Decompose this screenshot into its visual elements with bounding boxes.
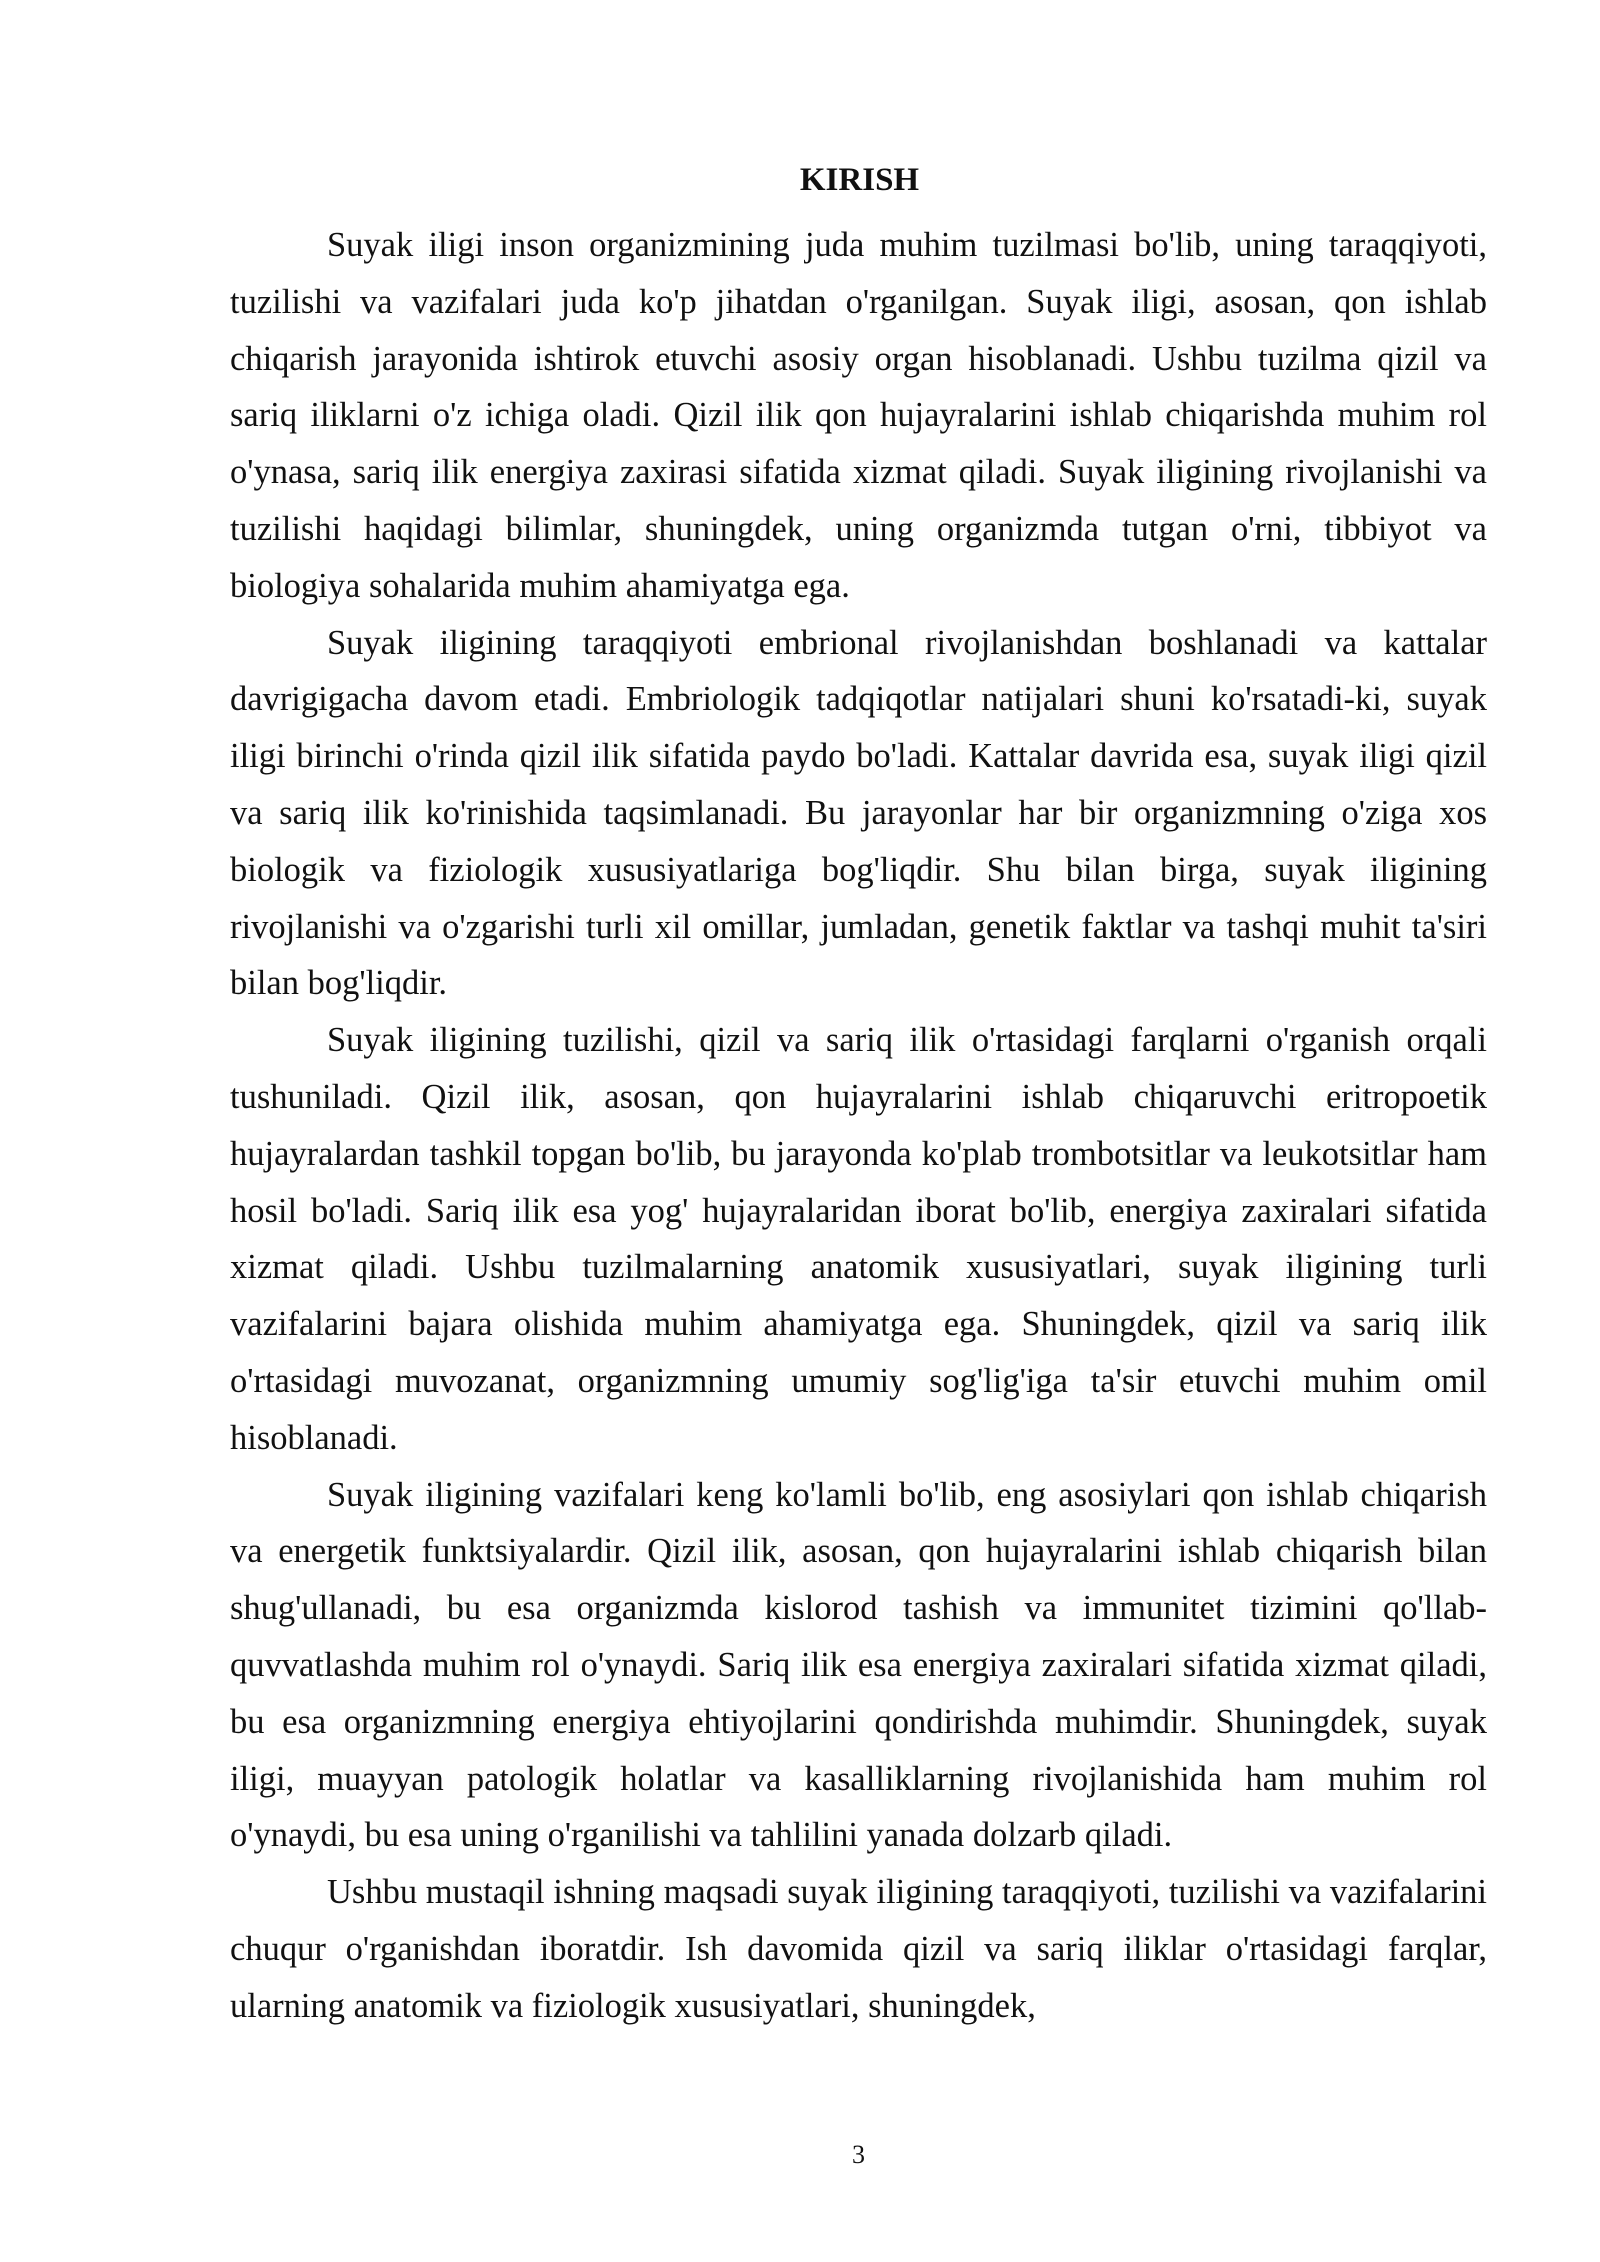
paragraph-1: Suyak iligi inson organizmining juda muhim tuzilmasi bo'lib, uning taraqqiyoti, tuzilishi va vazifalari juda ko'p jihatdan o'rganilgan. Suyak iligi, asosan, qon ishlab chiqarish jarayonida ishtirok etuvchi asosiy organ hisoblanadi. Ushbu tuzilma qizil va sariq iliklarni o'z ichiga oladi. Qizil ilik qon hujayralarini ishlab chiqarishda muhim rol o'ynasa, sariq ilik energiya zaxirasi sifatida xizmat qiladi. Suyak iligining rivojlanishi va tuzilishi haqidagi bilimlar, shuningdek, uning organizmda tutgan o'rni, tibbiyot va biologiya sohalarida muhim ahamiyatga ega. bbox=[230, 226, 1487, 605]
paragraph-4: Suyak iligining vazifalari keng ko'lamli bo'lib, eng asosiylari qon ishlab chiqarish va energetik funktsiyalardir. Qizil ilik, asosan, qon hujayralarini ishlab chiqarish bilan shug'ullanadi, bu esa organizmda kislorod tashish va immunitet tizimini qo'llab-quvvatlashda muhim rol o'ynaydi. Sariq ilik esa energiya zaxiralari sifatida xizmat qiladi, bu esa organizmning energiya ehtiyojlarini qondirishda muhimdir. Shuningdek, suyak iligi, muayyan patologik holatlar va kasalliklarning rivojlanishida ham muhim rol o'ynaydi, bu esa uning o'rganilishi va tahlilini yanada dolzarb qiladi. bbox=[230, 1475, 1487, 1855]
paragraph-5: Ushbu mustaqil ishning maqsadi suyak iligining taraqqiyoti, tuzilishi va vazifalarini chuqur o'rganishdan iboratdir. Ish davomida qizil va sariq iliklar o'rtasidagi farqlar, ularning anatomik va fiziologik xususiyatlari, shuningdek, bbox=[230, 1873, 1487, 2025]
paragraph-3: Suyak iligining tuzilishi, qizil va sariq ilik o'rtasidagi farqlarni o'rganish orqali tushuniladi. Qizil ilik, asosan, qon hujayralarini ishlab chiqaruvchi eritropoetik hujayralardan tashkil topgan bo'lib, bu jarayonda ko'plab trombotsitlar va leukotsitlar ham hosil bo'ladi. Sariq ilik esa yog' hujayralaridan iborat bo'lib, energiya zaxiralari sifatida xizmat qiladi. Ushbu tuzilmalarning anatomik xususiyatlari, suyak iligining turli vazifalarini bajara olishida muhim ahamiyatga ega. Shuningdek, qizil va sariq ilik o'rtasidagi muvozanat, organizmning umumiy sog'lig'iga ta'sir etuvchi muhim omil hisoblanadi. bbox=[230, 1021, 1487, 1457]
page-number: 3 bbox=[852, 2140, 865, 2169]
paragraph-2: Suyak iligining taraqqiyoti embrional rivojlanishdan boshlanadi va kattalar davrigigacha davom etadi. Embriologik tadqiqotlar natijalari shuni ko'rsatadi-ki, suyak iligi birinchi o'rinda qizil ilik sifatida paydo bo'ladi. Kattalar davrida esa, suyak iligi qizil va sariq ilik ko'rinishida taqsimlanadi. Bu jarayonlar har bir organizmning o'ziga xos biologik va fiziologik xususiyatlariga bog'liqdir. Shu bilan birga, suyak iligining rivojlanishi va o'zgarishi turli xil omillar, jumladan, genetik faktlar va tashqi muhit ta'siri bilan bog'liqdir. bbox=[230, 623, 1487, 1003]
page-content bbox=[230, 160, 1487, 2035]
page-title: KIRISH bbox=[799, 162, 920, 198]
